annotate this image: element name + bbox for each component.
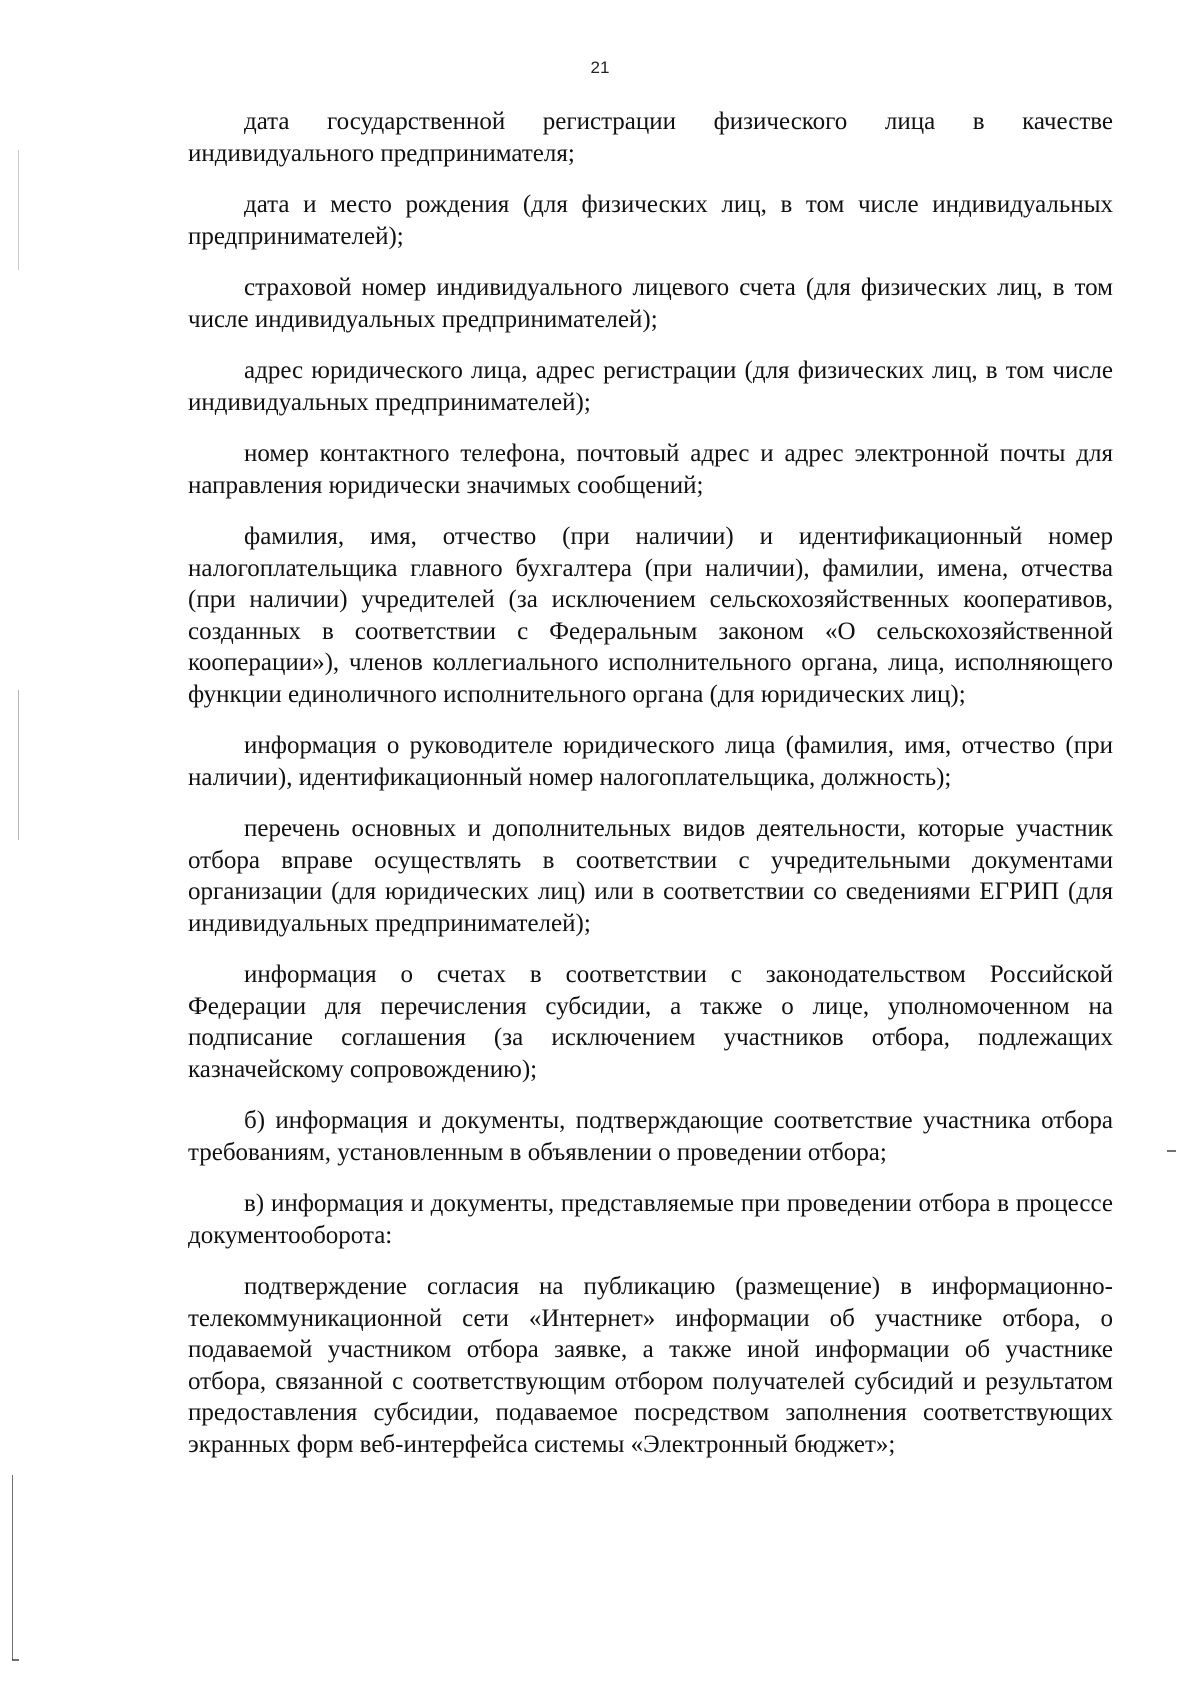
paragraph-registration-date: дата государственной регистрации физического лица в качестве индивидуального предпринимателя;	[188, 108, 1113, 167]
page-number: 21	[590, 58, 610, 77]
scan-artifact-left-middle	[18, 690, 19, 840]
paragraph-activities: перечень основных и дополнительных видов деятельности, которые участник отбора вправе осуществлять в соответствии с учредительными документами организации (для юридических лиц) или в соответствии со сведениями ЕГРИП (для индивидуальных предпринимателей);	[188, 815, 1113, 937]
paragraph-birth-date-place: дата и место рождения (для физических лиц, в том числе индивидуальных предпринимателей);	[188, 191, 1113, 250]
paragraph-item-b: б) информация и документы, подтверждающие соответствие участника отбора требованиям, установленным в объявлении о проведении отбора;	[188, 1107, 1113, 1166]
scan-artifact-left-top	[18, 150, 19, 270]
paragraph-head-info: информация о руководителе юридического лица (фамилия, имя, отчество (при наличии), идентификационный номер налогоплательщика, должность);	[188, 732, 1113, 791]
paragraph-consent: подтверждение согласия на публикацию (размещение) в информационно-телекоммуникационной сети «Интернет» информации об участнике отбора, о подаваемой участником отбора заявке, а также иной информации об участнике отбора, связанной с соответствующим отбором получателей субсидий и результатом предоставления субсидии, подаваемое посредством заполнения соответствующих экранных форм веб-интерфейса системы «Электронный бюджет»;	[188, 1273, 1113, 1458]
scan-artifact-right-dash	[1167, 1150, 1176, 1152]
scan-artifact-left-corner	[12, 1659, 19, 1661]
paragraph-contacts: номер контактного телефона, почтовый адрес и адрес электронной почты для направления юридически значимых сообщений;	[188, 440, 1113, 499]
document-body	[188, 106, 1113, 1480]
paragraph-names-founders: фамилия, имя, отчество (при наличии) и идентификационный номер налогоплательщика главного бухгалтера (при наличии), фамилии, имена, отчества (при наличии) учредителей (за исключением сельскохозяйственных кооперативов, созданных в соответствии с Федеральным законом «О сельскохозяйственной кооперации»), членов коллегиального исполнительного органа, лица, исполняющего функции единоличного исполнительного органа (для юридических лиц);	[188, 523, 1113, 708]
paragraph-accounts: информация о счетах в соответствии с законодательством Российской Федерации для перечисления субсидии, а также о лице, уполномоченном на подписание соглашения (за исключением участников отбора, подлежащих казначейскому сопровождению);	[188, 961, 1113, 1083]
paragraph-address: адрес юридического лица, адрес регистрации (для физических лиц, в том числе индивидуальных предпринимателей);	[188, 357, 1113, 416]
scan-artifact-left-bottom	[12, 1475, 13, 1660]
paragraph-item-v: в) информация и документы, представляемые при проведении отбора в процессе документооборота:	[188, 1190, 1113, 1249]
paragraph-insurance-number: страховой номер индивидуального лицевого счета (для физических лиц, в том числе индивидуальных предпринимателей);	[188, 274, 1113, 333]
